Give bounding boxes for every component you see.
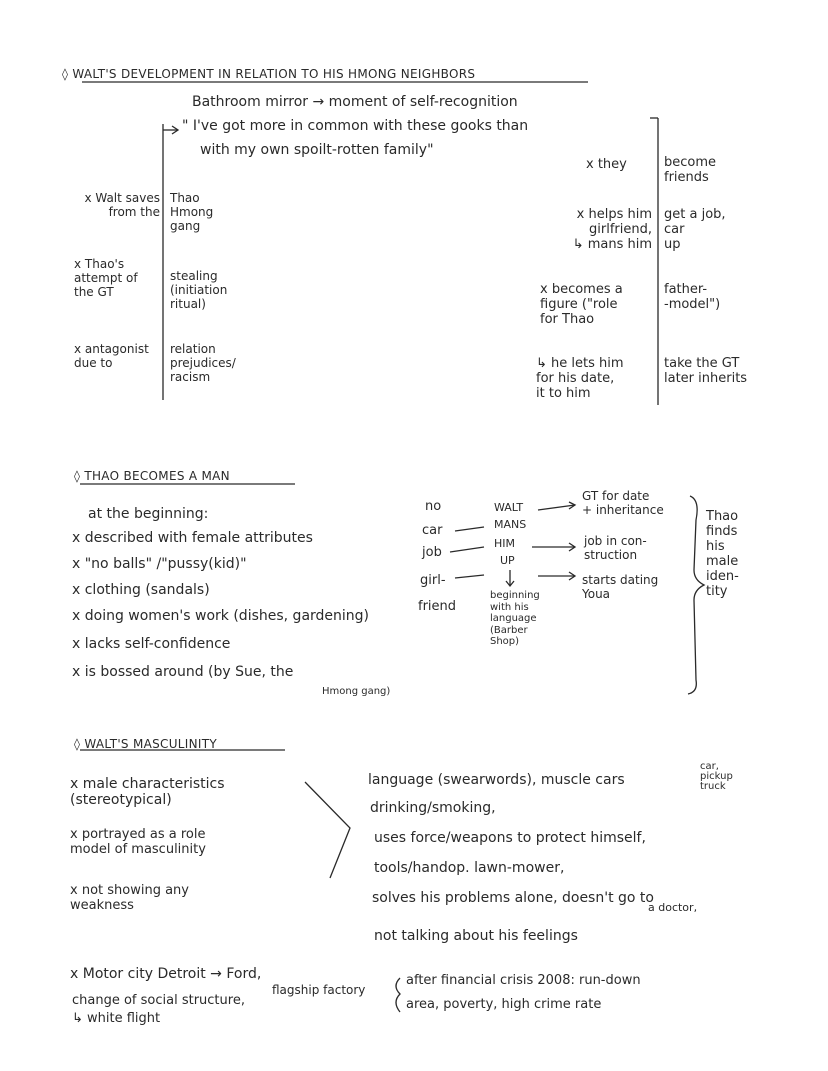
masc-right-4: tools/handop. lawn-mower,: [374, 860, 565, 876]
no-job: job: [422, 545, 442, 560]
detroit-line1: x Motor city Detroit → Ford,: [70, 966, 262, 982]
left-label-attempt: x Thao's attempt of the GT: [74, 257, 138, 299]
masc-right-3: uses force/weapons to protect himself,: [374, 830, 646, 846]
right-label-helps: x helps him girlfriend, ↳ mans him: [572, 207, 652, 252]
right-label-gt: ↳ he lets him for his date, it to him: [536, 356, 624, 401]
masc-left-1: x male characteristics (stereotypical): [70, 776, 225, 809]
thao-item-3: x clothing (sandals): [72, 582, 210, 598]
quote-line1: " I've got more in common with these gooks than: [182, 118, 529, 134]
conn-girl: [455, 575, 484, 578]
left-value-stealing-text: stealing (initiation ritual): [170, 269, 228, 311]
right-value-gt: take the GT later inherits: [664, 356, 748, 386]
masc-left-3: x not showing any weakness: [70, 883, 189, 913]
walt-word: WALT: [494, 501, 524, 514]
thao-item-6: x is bossed around (by Sue, the: [72, 664, 294, 680]
car-note: car, pickup truck: [700, 761, 733, 792]
masc-right-2: drinking/smoking,: [370, 800, 496, 816]
conn-car: [455, 527, 484, 531]
mirror-line: Bathroom mirror → moment of self-recognition: [192, 94, 518, 110]
him-word: HIM: [494, 537, 516, 550]
thao-item-4: x doing women's work (dishes, gardening): [72, 608, 370, 624]
quote-line2: with my own spoilt-rotten family": [200, 142, 434, 158]
left-label-saves: x Walt saves from the: [84, 191, 160, 219]
masc-right-6: not talking about his feelings: [374, 928, 578, 944]
right-label-father: x becomes a figure ("role for Thao: [540, 282, 623, 327]
detroit-brace: [396, 978, 400, 1012]
no-girl: girl-: [420, 573, 446, 588]
masculinity-chevron: [305, 782, 350, 878]
detroit-note1: after financial crisis 2008: run-down: [406, 973, 641, 988]
outcome-dating: starts dating Youa: [582, 573, 659, 601]
left-value-relation: relation prejudices/ racism: [170, 342, 236, 384]
right-value-friends: become friends: [664, 155, 717, 185]
right-value-father: father- -model"): [664, 282, 721, 312]
no-friend: friend: [418, 599, 457, 614]
section3-heading: ◊ WALT'S MASCULINITY: [74, 737, 217, 751]
curly-brace: [688, 496, 704, 694]
thao-item-2: x "no balls" /"pussy(kid)": [72, 556, 247, 572]
conn-job: [450, 547, 484, 552]
outcome-gt: GT for date + inheritance: [582, 489, 664, 517]
left-value-saves: Thao Hmong gang: [170, 191, 214, 233]
section2-heading: ◊ THAO BECOMES A MAN: [74, 469, 230, 483]
mirror-arrowhead: [172, 126, 178, 134]
detroit-line3: ↳ white flight: [72, 1011, 161, 1026]
detroit-note2: area, poverty, high crime rate: [406, 997, 602, 1012]
flagship-note: flagship factory: [272, 983, 366, 997]
bossed-note: Hmong gang): [322, 686, 391, 697]
thao-conclusion: Thao finds his male iden- tity: [706, 509, 739, 599]
arrow-gt: [538, 505, 575, 510]
right-value-job: get a job, car up: [664, 207, 726, 252]
outcome-job: job in con- struction: [584, 534, 647, 562]
thao-item-1: x described with female attributes: [72, 530, 313, 546]
up-word: UP: [500, 554, 515, 567]
right-label-they: x they: [586, 157, 627, 172]
masc-right-5: solves his problems alone, doesn't go to: [372, 890, 654, 906]
masc-left-2: x portrayed as a role model of masculinity: [70, 827, 206, 857]
no-car: car: [422, 523, 443, 538]
left-label-antagonist: x antagonist due to: [74, 342, 149, 370]
thao-item-5: x lacks self-confidence: [72, 636, 231, 652]
section1-heading: ◊ WALT'S DEVELOPMENT IN RELATION TO HIS HMONG NEIGHBORS: [62, 67, 476, 81]
doctor-note: a doctor,: [648, 901, 698, 914]
beginning-note: beginning with his language (Barber Shop): [490, 590, 540, 647]
detroit-line2: change of social structure,: [72, 993, 245, 1008]
mans-word: MANS: [494, 518, 527, 531]
no-word: no: [425, 499, 442, 514]
section2-intro: at the beginning:: [88, 506, 209, 522]
masc-right-1: language (swearwords), muscle cars: [368, 772, 625, 788]
